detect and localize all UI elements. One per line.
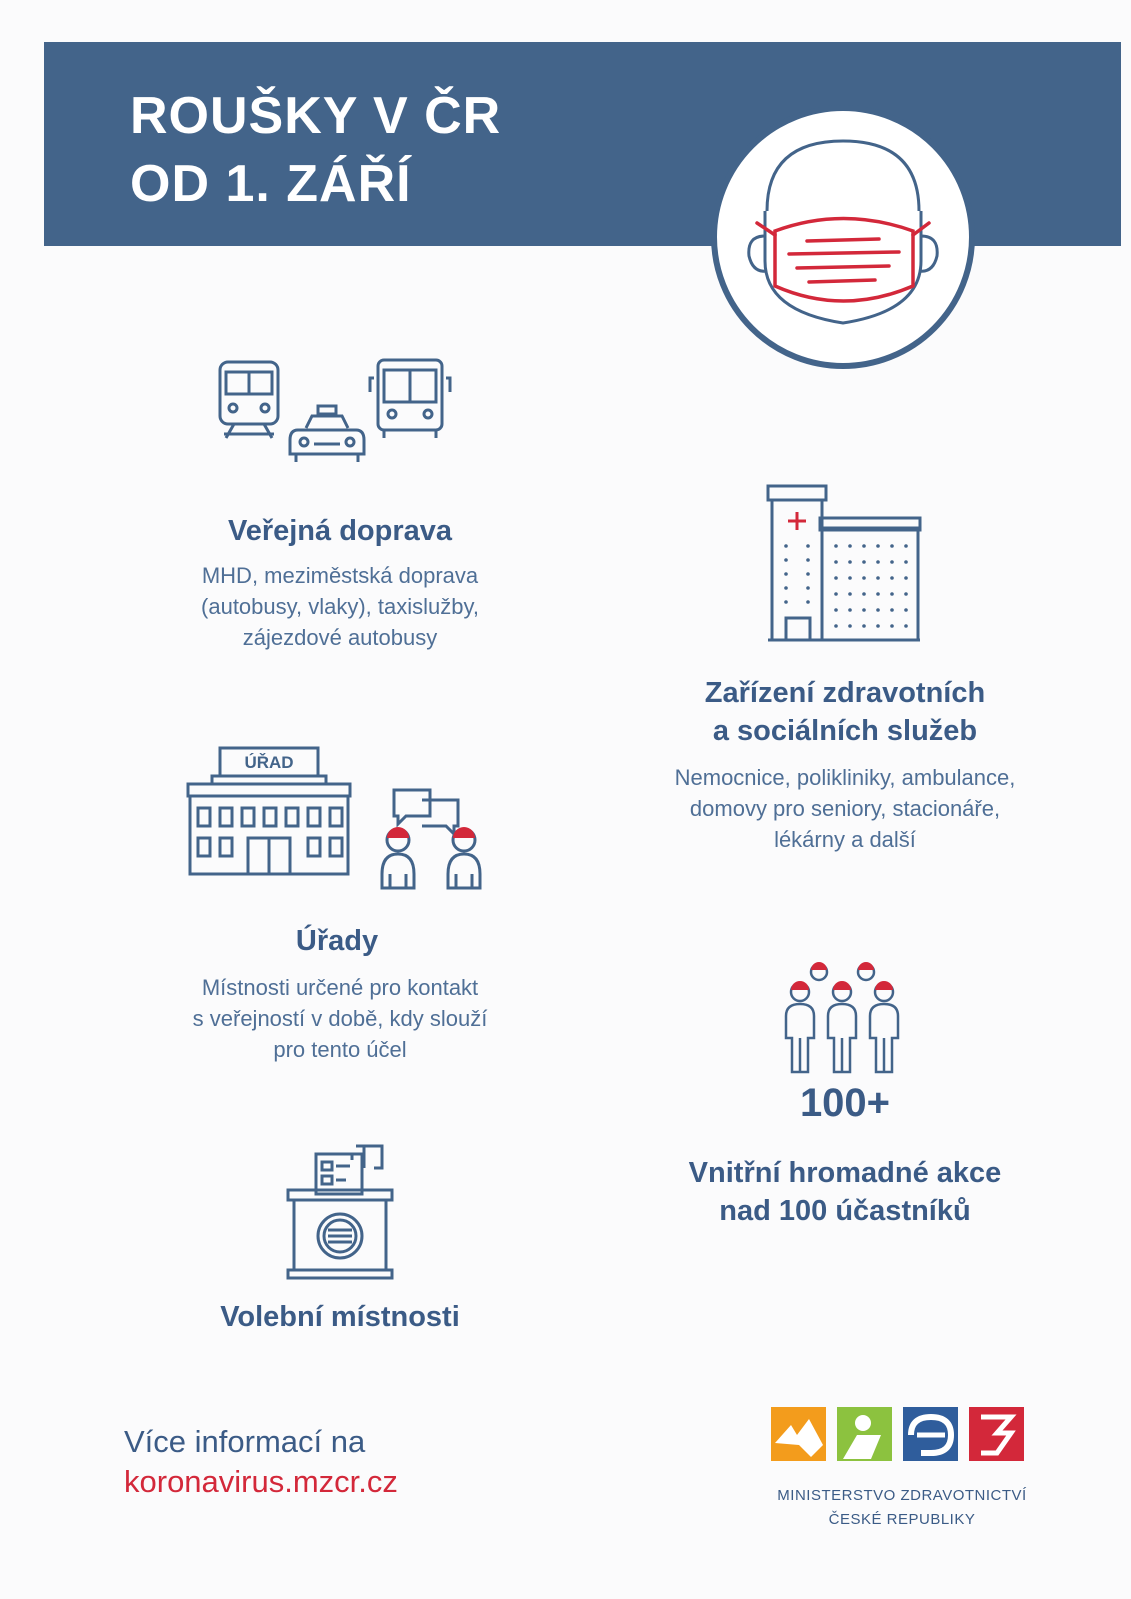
- events-title: [640, 1154, 1050, 1230]
- transport-title: Veřejná doprava: [227, 515, 453, 547]
- health-desc-line-3: lékárny a další: [774, 827, 916, 852]
- offices-desc-line-3: pro tento účel: [273, 1037, 407, 1062]
- ballot-box-icon: [286, 1140, 394, 1280]
- transport-description: [130, 560, 550, 653]
- voting-title: Volební místnosti: [220, 1301, 460, 1333]
- hospital-icon: [764, 484, 924, 644]
- health-desc-line-1: Nemocnice, polikliniky, ambulance,: [674, 765, 1016, 790]
- events-title-line-2: nad 100 účastníků: [719, 1195, 971, 1227]
- health-description: [620, 762, 1070, 855]
- page-title: [130, 82, 501, 218]
- health-desc-line-2: domovy pro seniory, stacionáře,: [689, 796, 1001, 821]
- ministry-logo: [771, 1405, 1031, 1468]
- offices-desc-line-1: Místnosti určené pro kontakt: [201, 975, 479, 1000]
- participant-count: 100+: [799, 1081, 891, 1125]
- offices-title: Úřady: [295, 925, 379, 957]
- face-mask-icon: [717, 111, 969, 363]
- health-title: [640, 674, 1050, 750]
- offices-desc-line-2: s veřejností v době, kdy slouží: [192, 1006, 488, 1031]
- ministry-line-2: ČESKÉ REPUBLIKY: [828, 1511, 976, 1528]
- crowd-icon: [782, 962, 912, 1078]
- health-title-line-1: Zařízení zdravotních: [704, 677, 986, 709]
- info-link[interactable]: koronavirus.mzcr.cz: [124, 1464, 398, 1499]
- public-transport-icon: [214, 358, 464, 478]
- title-line-2: OD 1. ZÁŘÍ: [130, 155, 412, 213]
- more-info-text: Více informací na: [124, 1424, 366, 1459]
- title-line-1: ROUŠKY V ČR: [130, 87, 502, 145]
- transport-desc-line-1: MHD, meziměstská doprava: [201, 563, 479, 588]
- health-title-line-2: a sociálních služeb: [712, 715, 978, 747]
- office-sign: ÚŘAD: [244, 753, 294, 772]
- transport-desc-line-2: (autobusy, vlaky), taxislužby,: [201, 594, 479, 619]
- ministry-name: [742, 1484, 1062, 1532]
- people-conversation-icon: [378, 786, 498, 896]
- ministry-line-1: MINISTERSTVO ZDRAVOTNICTVÍ: [777, 1487, 1027, 1504]
- offices-description: [130, 972, 550, 1065]
- events-title-line-1: Vnitřní hromadné akce: [688, 1157, 1002, 1189]
- face-mask-badge: [711, 105, 975, 369]
- transport-desc-line-3: zájezdové autobusy: [242, 625, 438, 650]
